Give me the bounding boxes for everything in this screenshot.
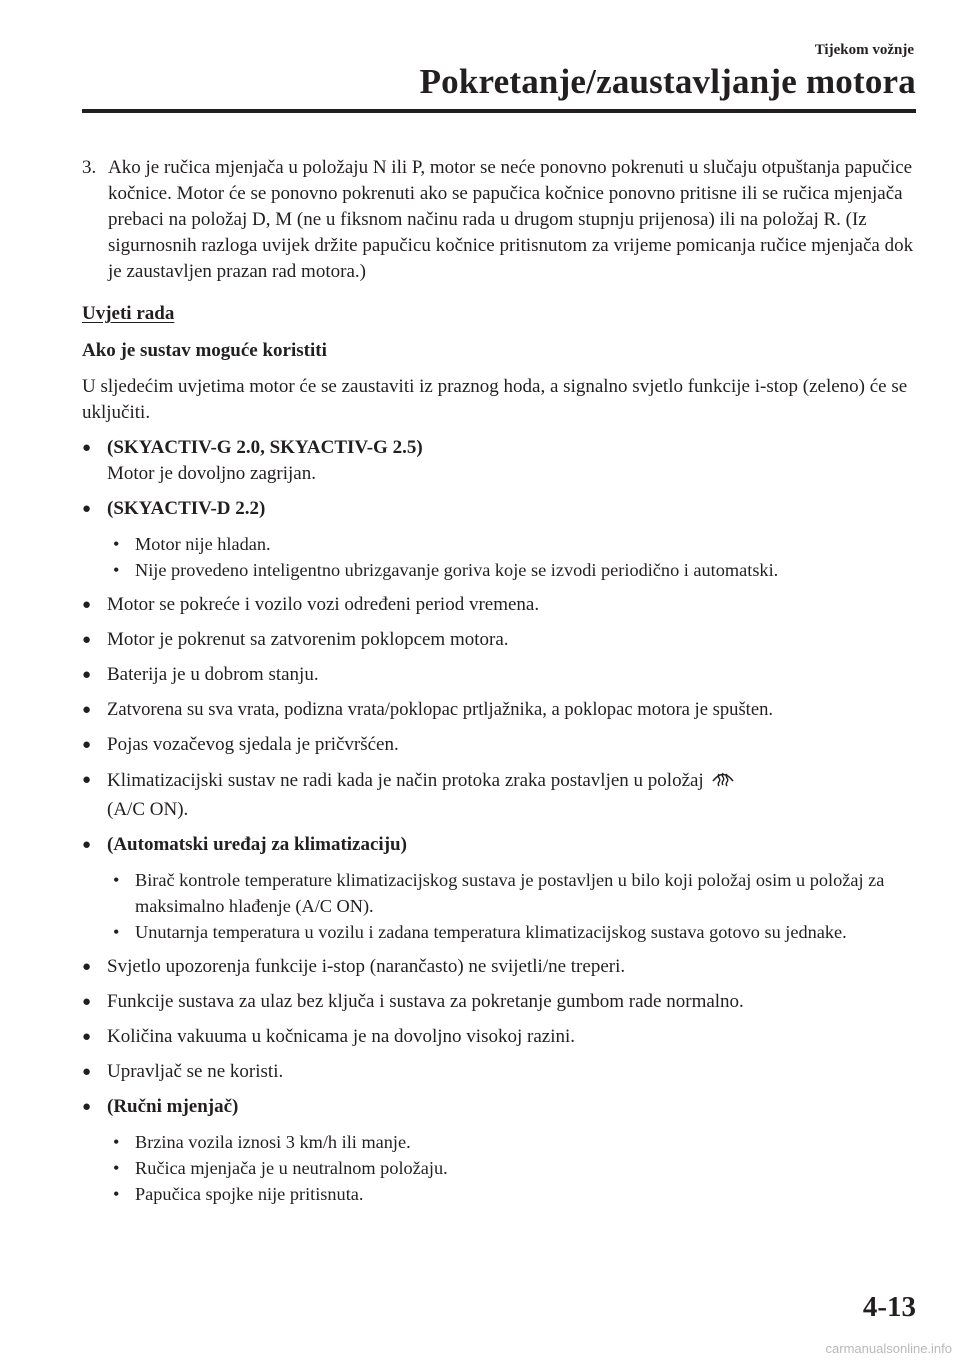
list-item (82, 832, 918, 858)
bullet-icon: ● (82, 1029, 92, 1045)
sub-item-text: Ručica mjenjača je u neutralnom položaju. (135, 1158, 448, 1178)
sub-item-text: Motor nije hladan. (135, 534, 271, 554)
sub-list-item (107, 867, 918, 919)
bullet-icon: ● (82, 772, 92, 788)
section-heading: Uvjeti rada (82, 303, 175, 324)
sub-heading: Ako je sustav moguće koristiti (82, 340, 327, 361)
sub-bullet-icon: • (113, 534, 120, 554)
bullet-text: Motor se pokreće i vozilo vozi određeni period vremena. (107, 594, 540, 615)
bullet-text: Zatvorena su sva vrata, podizna vrata/poklopac prtljažnika, a poklopac motora je spušten. (107, 699, 774, 720)
item-number: 3. (82, 157, 97, 178)
bullet-text-continued: (A/C ON). (107, 799, 189, 820)
sub-bullet-icon: • (113, 1132, 120, 1152)
defroster-icon (710, 767, 736, 797)
item-text: Ako je ručica mjenjača u položaju N ili P, motor se neće ponovno pokrenuti u slučaju otpuštanja papučice kočnice. Motor će se ponovno pokrenuti ako se papučica kočnice ponovno pritisne ili se ručica mjenjača prebaci na položaj D, M (ne u fiksnom načinu rada u drugom stupnju prijenosa) ili na položaj R. (Iz sigurnosnih razloga uvijek držite papučicu kočnice pritisnutom za vrijeme pomicanja ručice mjenjača dok je zaustavljen prazan rad motora.) (108, 157, 914, 282)
bullet-text: Klimatizacijski sustav ne radi kada je način protoka zraka postavljen u položaj (107, 770, 704, 791)
page-number: 4-13 (862, 1291, 916, 1323)
bullet-icon: ● (82, 597, 92, 613)
bullet-text: Motor je pokrenut sa zatvorenim poklopcem motora. (107, 629, 509, 650)
sub-list (82, 867, 918, 945)
bullet-icon: ● (82, 667, 92, 683)
bullet-title: (SKYACTIV-D 2.2) (107, 498, 266, 519)
sub-bullet-icon: • (113, 560, 120, 580)
bullet-icon: ● (82, 1064, 92, 1080)
header-rule (82, 109, 916, 113)
bullet-title: (SKYACTIV-G 2.0, SKYACTIV-G 2.5) (107, 437, 423, 458)
bullet-text: Upravljač se ne koristi. (107, 1061, 284, 1082)
bullet-text: Baterija je u dobrom stanju. (107, 664, 319, 685)
list-item (82, 989, 918, 1015)
bullet-icon: ● (82, 440, 92, 456)
bullet-icon: ● (82, 702, 92, 718)
intro-paragraph: U sljedećim uvjetima motor će se zaustaviti iz praznog hoda, a signalno svjetlo funkcije i-stop (zeleno) će se uključiti. (82, 376, 908, 423)
bullet-title: (Ručni mjenjač) (107, 1096, 239, 1117)
bullet-icon: ● (82, 501, 92, 517)
bullet-text: Funkcije sustava za ulaz bez ključa i sustava za pokretanje gumbom rade normalno. (107, 991, 744, 1012)
bullet-text: Svjetlo upozorenja funkcije i-stop (narančasto) ne svijetli/ne treperi. (107, 956, 626, 977)
sub-list-item (107, 531, 918, 557)
sub-bullet-icon: • (113, 1158, 120, 1178)
list-item (82, 435, 918, 487)
list-item (82, 697, 918, 723)
sub-item-text: Birač kontrole temperature klimatizacijskog sustava je postavljen u bilo koji položaj osim u položaj za maksimalno hlađenje (A/C ON). (135, 870, 885, 916)
bullet-icon: ● (82, 1099, 92, 1115)
sub-list (82, 1129, 918, 1207)
conditions-list (82, 435, 918, 1207)
sub-list-item (107, 1181, 918, 1207)
sub-list-item (107, 1155, 918, 1181)
bullet-text: Količina vakuuma u kočnicama je na dovoljno visokoj razini. (107, 1026, 576, 1047)
bullet-icon: ● (82, 994, 92, 1010)
watermark[interactable]: carmanualsonline.info (825, 1341, 952, 1356)
sub-list-item (107, 557, 918, 583)
list-item (82, 1094, 918, 1120)
list-item (82, 1024, 918, 1050)
chapter-title: Pokretanje/zaustavljanje motora (419, 62, 916, 101)
list-item (82, 767, 918, 823)
sub-item-text: Papučica spojke nije pritisnuta. (135, 1184, 364, 1204)
list-item (82, 627, 918, 653)
list-item (82, 592, 918, 618)
sub-bullet-icon: • (113, 922, 120, 942)
sub-list-item (107, 1129, 918, 1155)
list-item (82, 1059, 918, 1085)
sub-item-text: Nije provedeno inteligentno ubrizgavanje goriva koje se izvodi periodično i automatski. (135, 560, 779, 580)
list-item (82, 662, 918, 688)
section-label: Tijekom vožnje (814, 42, 914, 58)
sub-bullet-icon: • (113, 1184, 120, 1204)
bullet-icon: ● (82, 737, 92, 753)
bullet-icon: ● (82, 959, 92, 975)
bullet-text: Motor je dovoljno zagrijan. (107, 463, 316, 484)
list-item (82, 732, 918, 758)
bullet-text: Pojas vozačevog sjedala je pričvršćen. (107, 734, 399, 755)
bullet-icon: ● (82, 837, 92, 853)
page-content (82, 155, 918, 1207)
sub-list-item (107, 919, 918, 945)
bullet-title: (Automatski uređaj za klimatizaciju) (107, 834, 407, 855)
sub-item-text: Brzina vozila iznosi 3 km/h ili manje. (135, 1132, 411, 1152)
list-item (82, 954, 918, 980)
sub-list (82, 531, 918, 583)
list-item (82, 496, 918, 522)
numbered-item (82, 155, 918, 285)
sub-item-text: Unutarnja temperatura u vozilu i zadana temperatura klimatizacijskog sustava gotovo su jednake. (135, 922, 847, 942)
bullet-icon: ● (82, 632, 92, 648)
sub-bullet-icon: • (113, 870, 120, 890)
